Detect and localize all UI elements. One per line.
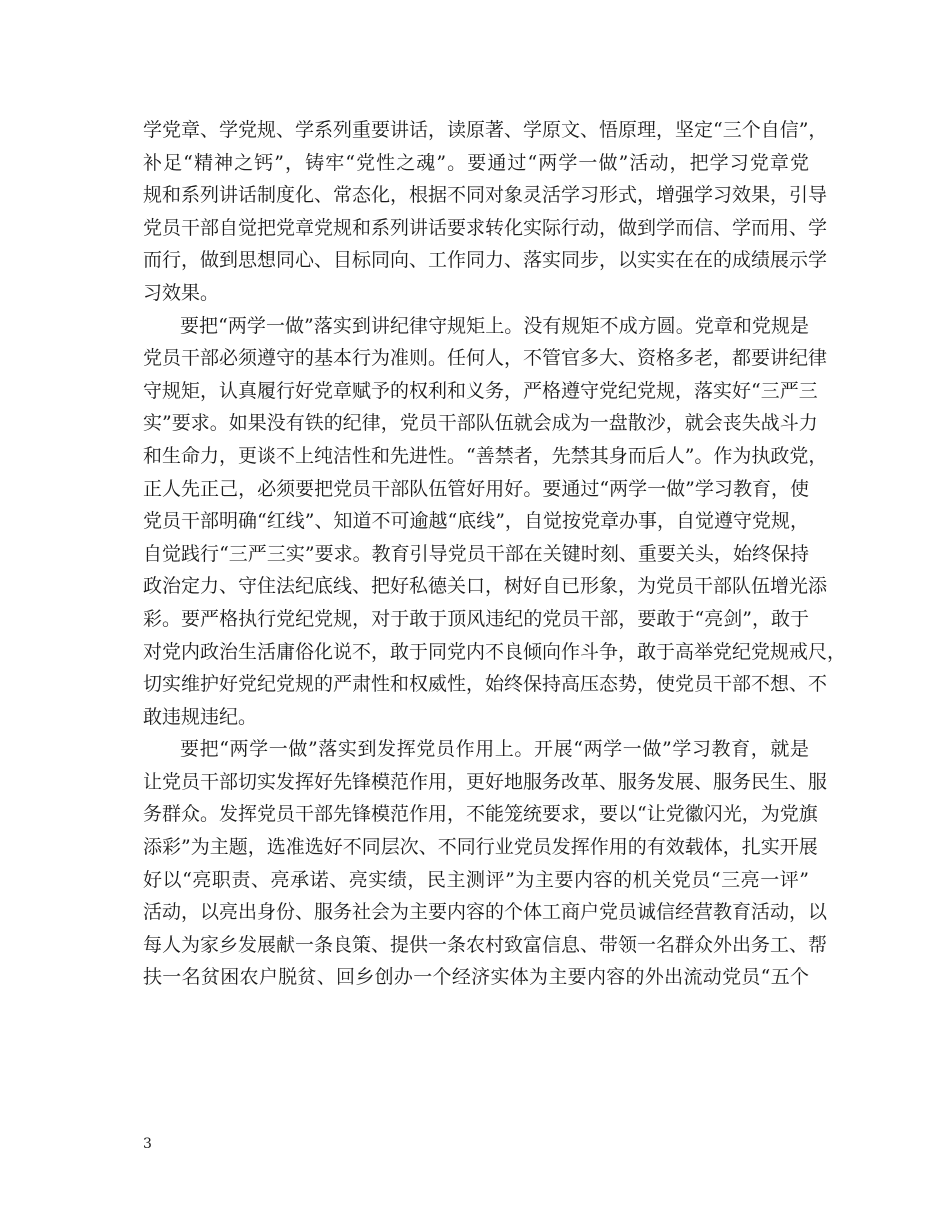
text-line: 守规矩，认真履行好党章赋予的权利和义务，严格遵守党纪党规，落实好“三严三 (143, 379, 818, 402)
text-line: 让党员干部切实发挥好先锋模范作用，更好地服务改革、服务发展、服务民生、服 (143, 770, 828, 793)
text-line: 党员干部明确“红线”、知道不可逾越“底线”，自觉按党章办事，自觉遵守党规， (143, 510, 809, 533)
text-line: 自觉践行“三严三实”要求。教育引导党员干部在关键时刻、重要关头，始终保持 (143, 542, 809, 565)
text-line: 和生命力，更谈不上纯洁性和先进性。“善禁者，先禁其身而后人”。作为执政党， (143, 444, 828, 467)
text-line: 正人先正己，必须要把党员干部队伍管好用好。要通过“两学一做”学习教育，使 (143, 477, 809, 500)
page-number: 3 (143, 1136, 152, 1152)
text-line: 活动，以亮出身份、服务社会为主要内容的个体工商户党员诚信经营教育活动，以 (143, 901, 828, 924)
text-line: 学党章、学党规、学系列重要讲话，读原著、学原文、悟原理，坚定“三个自信”， (143, 119, 828, 141)
text-line: 彩。要严格执行党纪党规，对于敢于顶风违纪的党员干部，要敢于“亮剑”，敢于 (143, 607, 809, 630)
text-line: 而行，做到思想同心、目标同向、工作同力、落实同步，以实实在在的成绩展示学 (143, 249, 828, 272)
text-line: 务群众。发挥党员干部先锋模范作用，不能笼统要求，要以“让党徽闪光，为党旗 (143, 803, 818, 826)
body-text (143, 114, 847, 994)
text-line: 每人为家乡发展献一条良策、提供一条农村致富信息、带领一名群众外出务工、帮 (143, 933, 828, 956)
text-line: 敢违规违纪。 (143, 705, 258, 728)
text-line: 实”要求。如果没有铁的纪律，党员干部队伍就会成为一盘散沙，就会丧失战斗力 (143, 412, 818, 435)
text-line: 党员干部必须遵守的基本行为准则。任何人，不管官多大、资格多老，都要讲纪律 (143, 347, 828, 370)
text-line: 添彩”为主题，选准选好不同层次、不同行业党员发挥作用的有效载体，扎实开展 (143, 836, 818, 859)
text-line: 扶一名贫困农户脱贫、回乡创办一个经济实体为主要内容的外出流动党员“五个 (143, 966, 809, 989)
text-line: 要把“两学一做”落实到发挥党员作用上。开展“两学一做”学习教育，就是 (180, 738, 809, 761)
text-line: 党员干部自觉把党章党规和系列讲话要求转化实际行动，做到学而信、学而用、学 (143, 216, 828, 239)
text-line: 要把“两学一做”落实到讲纪律守规矩上。没有规矩不成方圆。党章和党规是 (180, 314, 809, 337)
text-line: 好以“亮职责、亮承诺、亮实绩，民主测评”为主要内容的机关党员“三亮一评” (143, 868, 809, 891)
text-line: 切实维护好党纪党规的严肃性和权威性，始终保持高压态势，使党员干部不想、不 (143, 673, 828, 696)
text-line: 对党内政治生活庸俗化说不，敢于同党内不良倾向作斗争，敢于高举党纪党规戒尺， (143, 640, 847, 663)
text-line: 规和系列讲话制度化、常态化，根据不同对象灵活学习形式，增强学习效果，引导 (143, 184, 828, 207)
text-line: 补足“精神之钙”，铸牢“党性之魂”。要通过“两学一做”活动，把学习党章党 (143, 151, 809, 174)
text-line: 政治定力、守住法纪底线、把好私德关口，树好自已形象，为党员干部队伍增光添 (143, 575, 828, 598)
text-line: 习效果。 (143, 281, 220, 304)
